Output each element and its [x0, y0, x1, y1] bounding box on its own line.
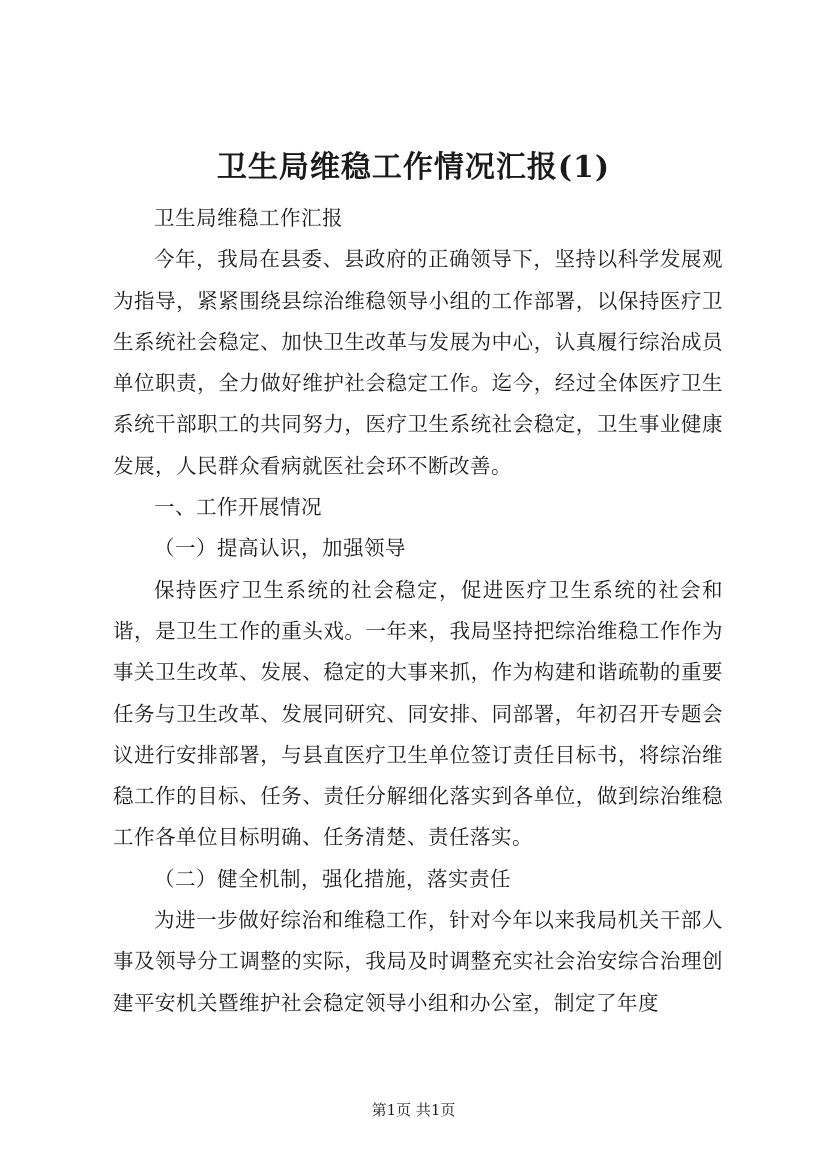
paragraph-intro: 今年，我局在县委、县政府的正确领导下，坚持以科学发展观为指导，紧紧围绕县综治维稳领导小组的工作部署，以保持医疗卫生系统社会稳定、加快卫生改革与发展为中心，认真履行综治成员单位职责，全力做好维护社会稳定工作。迄今，经过全体医疗卫生系统干部职工的共同努力，医疗卫生系统社会稳定，卫生事业健康发展，人民群众看病就医社会环不断改善。: [113, 247, 723, 478]
subsection-heading: （一）提高认识，加强领导: [154, 536, 406, 561]
paragraph: 保持医疗卫生系统的社会稳定，促进医疗卫生系统的社会和谐，是卫生工作的重头戏。一年来，我局坚持把综治维稳工作作为事关卫生改革、发展、稳定的大事来抓，作为构建和谐疏勒的重要任务与卫生改革、发展同研究、同安排、同部署，年初召开专题会议进行安排部署，与县直医疗卫生单位签订责任目标书，将综治维稳工作的目标、任务、责任分解细化落实到各单位，做到综治维稳工作各单位目标明确、任务清楚、责任落实。: [113, 577, 723, 850]
subsection-heading: （二）健全机制，强化措施，落实责任: [154, 866, 511, 891]
paragraph-subtitle: 卫生局维稳工作汇报: [154, 206, 343, 230]
page-footer: 第1页 共1页: [371, 1101, 456, 1119]
section-heading: 一、工作开展情况: [154, 495, 322, 520]
document-body: [113, 198, 723, 1024]
paragraph: 为进一步做好综治和维稳工作，针对今年以来我局机关干部人事及领导分工调整的实际，我局及时调整充实社会治安综合治理创建平安机关暨维护社会稳定领导小组和办公室，制定了年度: [113, 908, 723, 1015]
document-title: 卫生局维稳工作情况汇报(1): [216, 150, 611, 185]
